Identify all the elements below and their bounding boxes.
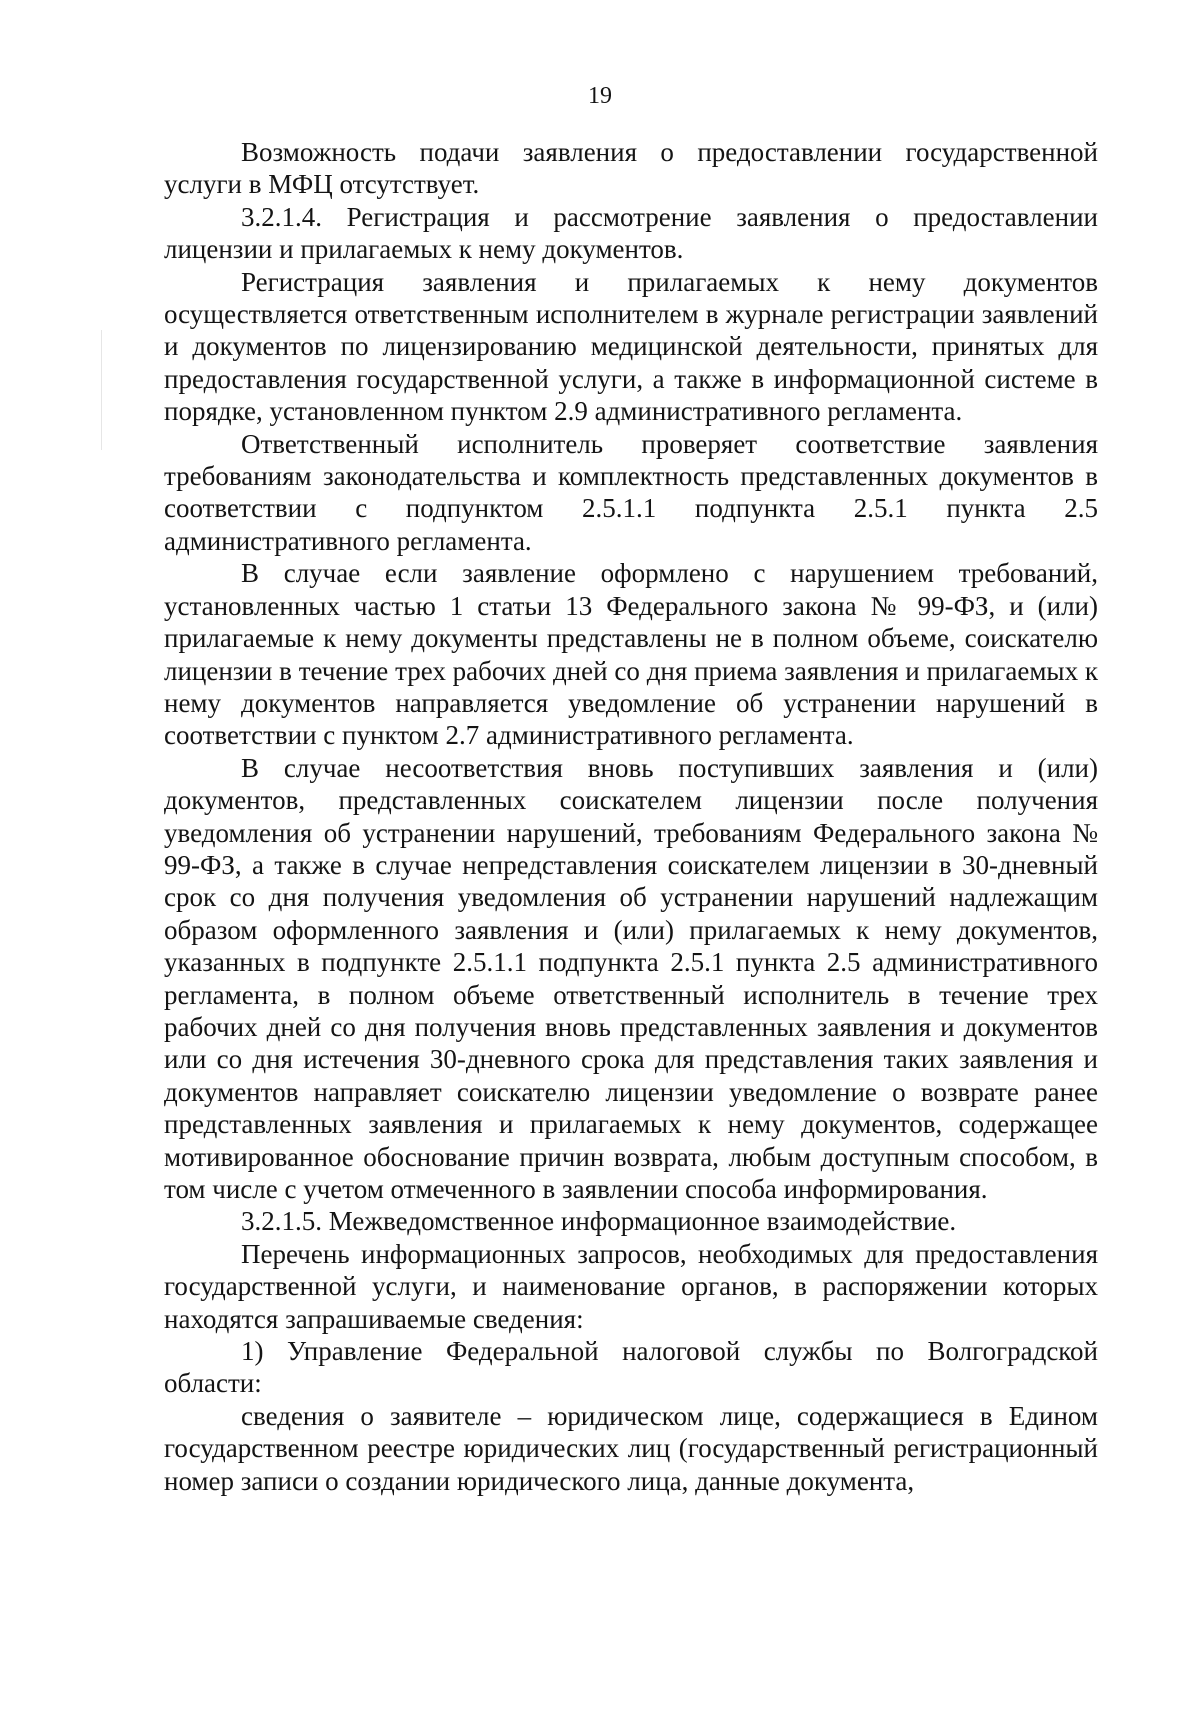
paragraph-violation-notice: В случае если заявление оформлено с нарушением требований, установленных частью 1 статьи 13 Федерального закона № 99-ФЗ, и (или) прилагаемые к нему документы представлены не в полном объеме, соискателю лицензии в течение трех рабочих дней со дня приема заявления и прилагаемых к нему документов направляется уведомление об устранении нарушений в соответствии с пунктом 2.7 административного регламента. bbox=[164, 558, 1098, 751]
paragraph-verification: Ответственный исполнитель проверяет соответствие заявления требованиям законодательства и комплектность представленных документов в соответствии с подпунктом 2.5.1.1 подпункта 2.5.1 пункта 2.5 административного регламента. bbox=[164, 428, 1098, 556]
paragraph-section-3-2-1-4-heading: 3.2.1.4. Регистрация и рассмотрение заявления о предоставлении лицензии и прилагаемых к нему документов. bbox=[164, 201, 1098, 265]
paragraph-section-3-2-1-5-heading: 3.2.1.5. Межведомственное информационное взаимодействие. bbox=[241, 1206, 957, 1237]
paragraph-return-of-documents: В случае несоответствия вновь поступивших заявления и (или) документов, представленных соискателем лицензии после получения уведомления об устранении нарушений, требованиям Федерального закона № 99-ФЗ, а также в случае непредставления соискателем лицензии в 30-дневный срок со дня получения уведомления об устранении нарушений надлежащим образом оформленного заявления и (или) прилагаемых к нему документов, указанных в подпункте 2.5.1.1 подпункта 2.5.1 пункта 2.5 административного регламента, в полном объеме ответственный исполнитель в течение трех рабочих дней со дня получения вновь представленных заявления и документов или со дня истечения 30-дневного срока для представления таких заявления и документов направляет соискателю лицензии уведомление о возврате ранее представленных заявления и прилагаемых к нему документов, содержащее мотивированное обоснование причин возврата, любым доступным способом, в том числе с учетом отмеченного в заявлении способа информирования. bbox=[164, 752, 1098, 1204]
paragraph-legal-entity-info: сведения о заявителе – юридическом лице, содержащиеся в Едином государственном реестре юридических лиц (государственный регистрационный номер записи о создании юридического лица, данные документа, bbox=[164, 1400, 1098, 1496]
paragraph-registration: Регистрация заявления и прилагаемых к нему документов осуществляется ответственным исполнителем в журнале регистрации заявлений и документов по лицензированию медицинской деятельности, принятых для предоставления государственной услуги, а также в информационной системе в порядке, установленном пунктом 2.9 административного регламента. bbox=[164, 266, 1098, 427]
paragraph-mfc-unavailable: Возможность подачи заявления о предоставлении государственной услуги в МФЦ отсутствует. bbox=[164, 137, 1098, 200]
paragraph-requests-list: Перечень информационных запросов, необходимых для предоставления государственной услуги, и наименование органов, в распоряжении которых находятся запрашиваемые сведения: bbox=[164, 1238, 1098, 1334]
scan-artifact-line bbox=[101, 330, 102, 450]
paragraph-tax-service: 1) Управление Федеральной налоговой службы по Волгоградской области: bbox=[164, 1336, 1098, 1399]
document-body bbox=[164, 136, 1098, 1497]
page-number: 19 bbox=[588, 83, 612, 109]
